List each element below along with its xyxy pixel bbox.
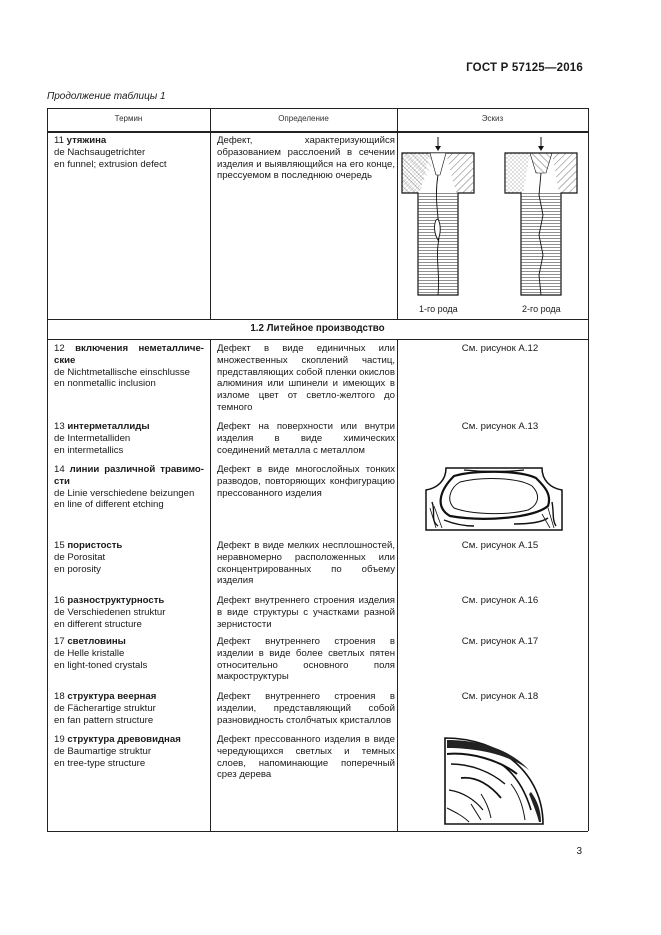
term-definition: Дефект на поверхности или внутри изделия в виде химических соединений металла с металлом xyxy=(217,421,395,456)
term-number: 11 xyxy=(54,135,64,146)
section-heading: 1.2 Литейное производство xyxy=(250,323,385,334)
term-de: de Helle kristalle xyxy=(54,647,125,659)
term-de: de Fächerartige struktur xyxy=(54,702,156,714)
term-definition: Дефект прессованного изделия в виде чередующихся светлых и темных слоев, напоминающие поперечный срез дерева xyxy=(217,734,395,781)
term-definition: Дефект внутреннего строения в изделии в виде более светлых пятен относительно основного поля макроструктуры xyxy=(217,636,395,683)
column-header-definition: Определение xyxy=(278,114,329,123)
table-right-border xyxy=(588,108,589,831)
table-row xyxy=(54,343,204,390)
term-en: en porosity xyxy=(54,563,101,575)
section-bottom-border xyxy=(47,339,588,340)
figure-reference: См. рисунок А.12 xyxy=(461,343,539,354)
sketch-caption-first: 1-го рода xyxy=(419,304,458,314)
figure-reference: См. рисунок А.18 xyxy=(461,691,539,702)
term-ru: включения неметалличе- xyxy=(75,343,204,354)
term-en: en intermetallics xyxy=(54,444,124,456)
table-row xyxy=(54,135,204,170)
term-de: de Nachsaugetrichter xyxy=(54,146,146,158)
column-divider-2b xyxy=(397,339,398,831)
term-en: en funnel; extrusion defect xyxy=(54,158,167,170)
term-ru: структура древовидная xyxy=(67,734,181,745)
term-ru: линии различной травимо- xyxy=(69,464,204,475)
table-row xyxy=(54,691,204,726)
term-definition: Дефект в виде единичных или множественных скоплений частиц, представляющих собой пленки окислов алюминия или шпинели и имеющих в изломе цвет от светло-желтого до темного xyxy=(217,343,395,413)
term-number: 13 xyxy=(54,421,65,432)
sketch-second-kind xyxy=(505,137,577,295)
table-continuation-label: Продолжение таблицы 1 xyxy=(47,91,166,102)
term-de: de Verschiedenen struktur xyxy=(54,606,166,618)
sketch-first-kind xyxy=(402,137,474,295)
term-definition: Дефект в виде мелких несплошностей, неравномерно расположенных или сконцентрированных по объему изделия xyxy=(217,540,395,587)
term-en: en different structure xyxy=(54,618,142,630)
term-de: de Linie verschiedene beizungen xyxy=(54,487,195,499)
term-number: 15 xyxy=(54,540,65,551)
term-ru: утяжина xyxy=(66,135,107,146)
column-divider-1 xyxy=(210,108,211,319)
term-number: 16 xyxy=(54,595,65,606)
term-en: en line of different etching xyxy=(54,499,164,511)
document-id: ГОСТ Р 57125—2016 xyxy=(466,62,583,74)
term-ru: пористость xyxy=(67,540,123,551)
column-divider-1b xyxy=(210,339,211,831)
figure-reference: См. рисунок А.16 xyxy=(461,595,539,606)
term-ru: интерметаллиды xyxy=(67,421,150,432)
term-en: en fan pattern structure xyxy=(54,714,154,726)
section-top-border xyxy=(47,319,588,320)
table-row xyxy=(54,421,204,456)
figure-reference: См. рисунок А.15 xyxy=(461,540,539,551)
figure-reference: См. рисунок А.13 xyxy=(461,421,539,432)
term-number: 12 xyxy=(54,343,65,354)
column-header-sketch: Эскиз xyxy=(481,114,504,123)
figure-reference: См. рисунок А.17 xyxy=(461,636,539,647)
term-ru-cont: ские xyxy=(54,354,76,366)
etching-lines-sketch xyxy=(424,462,564,532)
table-left-border xyxy=(47,108,48,831)
column-divider-2 xyxy=(397,108,398,319)
term-number: 17 xyxy=(54,636,65,647)
term-number: 14 xyxy=(54,464,65,475)
term-ru-cont: сти xyxy=(54,475,70,487)
term-de: de Baumartige struktur xyxy=(54,745,152,757)
column-header-term: Термин xyxy=(114,114,143,123)
term-de: de Intermetalliden xyxy=(54,432,131,444)
table-row xyxy=(54,734,204,769)
table-bottom-border xyxy=(47,831,588,832)
term-en: en nonmetallic inclusion xyxy=(54,378,156,390)
term-en: en tree-type structure xyxy=(54,757,146,769)
term-definition: Дефект в виде многослойных тонких разводов, повторяющих конфигурацию прессованного изделия xyxy=(217,464,395,499)
page-number: 3 xyxy=(576,846,582,857)
table-row xyxy=(54,636,204,671)
term-definition: Дефект, характеризующийся образованием расслоений в сечении изделия и выявляющийся на его конце, прессуемом в последнюю очередь xyxy=(217,135,395,182)
extrusion-defect-sketch xyxy=(400,135,585,300)
term-de: de Porositat xyxy=(54,551,106,563)
term-definition: Дефект внутреннего строения изделия в виде структуры с участками разной зернистости xyxy=(217,595,395,630)
sketch-caption-second: 2-го рода xyxy=(522,304,561,314)
table-header-border xyxy=(47,131,588,133)
term-definition: Дефект внутреннего строения в изделии, представляющий собой разновидность столбчатых кристаллов xyxy=(217,691,395,726)
term-ru: разноструктурность xyxy=(67,595,165,606)
table-top-border xyxy=(47,108,588,109)
term-de: de Nichtmetallische einschlusse xyxy=(54,366,190,378)
tree-structure-sketch xyxy=(441,734,546,826)
table-row xyxy=(54,595,204,630)
term-ru: светловины xyxy=(67,636,126,647)
term-en: en light-toned crystals xyxy=(54,659,148,671)
table-row xyxy=(54,540,204,575)
term-number: 18 xyxy=(54,691,65,702)
term-ru: структура веерная xyxy=(67,691,157,702)
table-row xyxy=(54,464,204,511)
term-number: 19 xyxy=(54,734,65,745)
